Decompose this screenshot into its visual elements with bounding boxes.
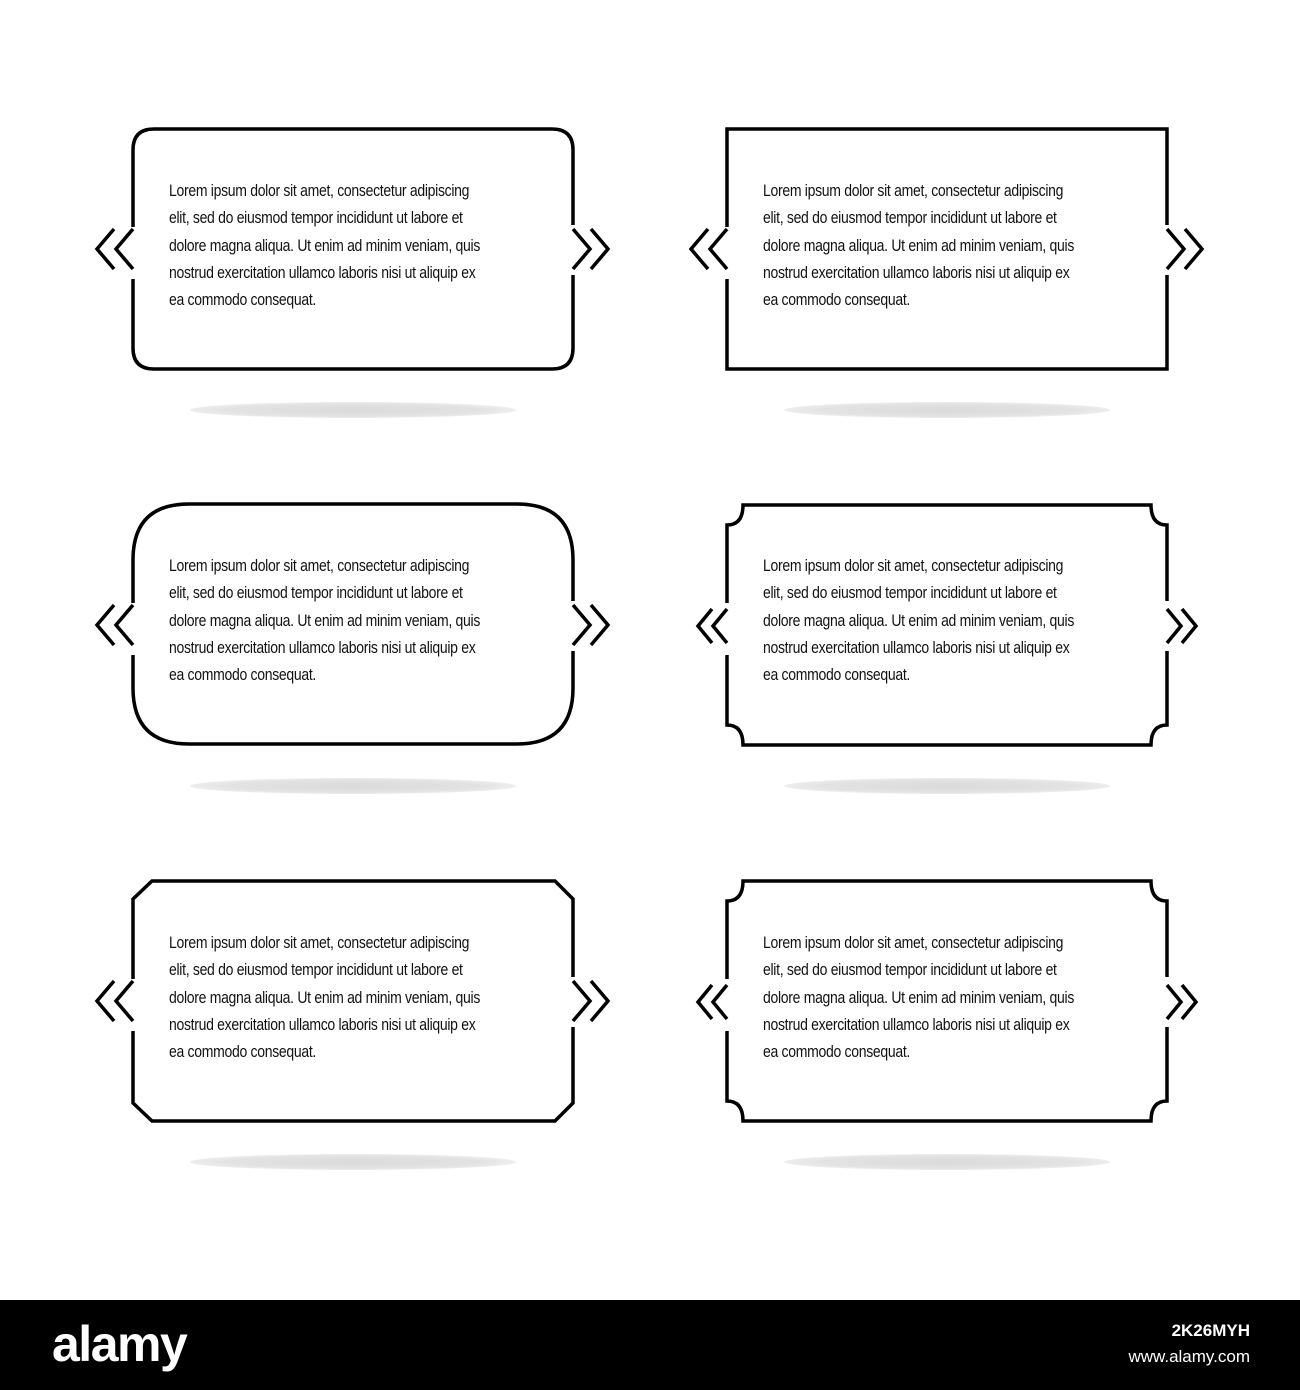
- quote-text-5: Lorem ipsum dolor sit amet, consectetur adipiscing elit, sed do eiusmod tempor incididunt ut labore et dolore magna aliqua. Ut enim ad minim veniam, quis nostrud exercitation ullamco laboris nisi ut aliquip ex ea commodo consequat.: [169, 934, 481, 1062]
- quote-text-4: Lorem ipsum dolor sit amet, consectetur adipiscing elit, sed do eiusmod tempor incididunt ut labore et dolore magna aliqua. Ut enim ad minim veniam, quis nostrud exercitation ullamco laboris nisi ut aliquip ex ea commodo consequat.: [763, 557, 1075, 685]
- double-left-chevron-icon: [698, 985, 727, 1019]
- double-left-chevron-icon: [691, 229, 727, 269]
- double-right-chevron-icon: [1167, 609, 1196, 643]
- brand-logo[interactable]: alamy: [52, 1316, 187, 1372]
- stock-image-info: [1128, 1318, 1250, 1370]
- stock-footer-bar: [0, 1300, 1300, 1390]
- double-right-chevron-icon: [573, 605, 608, 645]
- double-right-chevron-icon: [1167, 229, 1202, 269]
- quote-text-1: Lorem ipsum dolor sit amet, consectetur adipiscing elit, sed do eiusmod tempor incididunt ut labore et dolore magna aliqua. Ut enim ad minim veniam, quis nostrud exercitation ullamco laboris nisi ut aliquip ex ea commodo consequat.: [169, 182, 481, 310]
- quote-text-3: Lorem ipsum dolor sit amet, consectetur adipiscing elit, sed do eiusmod tempor incididunt ut labore et dolore magna aliqua. Ut enim ad minim veniam, quis nostrud exercitation ullamco laboris nisi ut aliquip ex ea commodo consequat.: [169, 557, 481, 685]
- double-right-chevron-icon: [573, 229, 608, 269]
- quote-text-2: Lorem ipsum dolor sit amet, consectetur adipiscing elit, sed do eiusmod tempor incididunt ut labore et dolore magna aliqua. Ut enim ad minim veniam, quis nostrud exercitation ullamco laboris nisi ut aliquip ex ea commodo consequat.: [763, 182, 1075, 310]
- double-left-chevron-icon: [698, 609, 727, 643]
- stock-url-link[interactable]: www.alamy.com: [1128, 1347, 1250, 1366]
- image-id: 2K26MYH: [1171, 1321, 1250, 1340]
- double-right-chevron-icon: [573, 981, 608, 1021]
- quote-text-6: Lorem ipsum dolor sit amet, consectetur adipiscing elit, sed do eiusmod tempor incididunt ut labore et dolore magna aliqua. Ut enim ad minim veniam, quis nostrud exercitation ullamco laboris nisi ut aliquip ex ea commodo consequat.: [763, 934, 1075, 1062]
- double-left-chevron-icon: [97, 605, 133, 645]
- double-left-chevron-icon: [97, 981, 133, 1021]
- double-left-chevron-icon: [97, 229, 133, 269]
- double-right-chevron-icon: [1167, 985, 1196, 1019]
